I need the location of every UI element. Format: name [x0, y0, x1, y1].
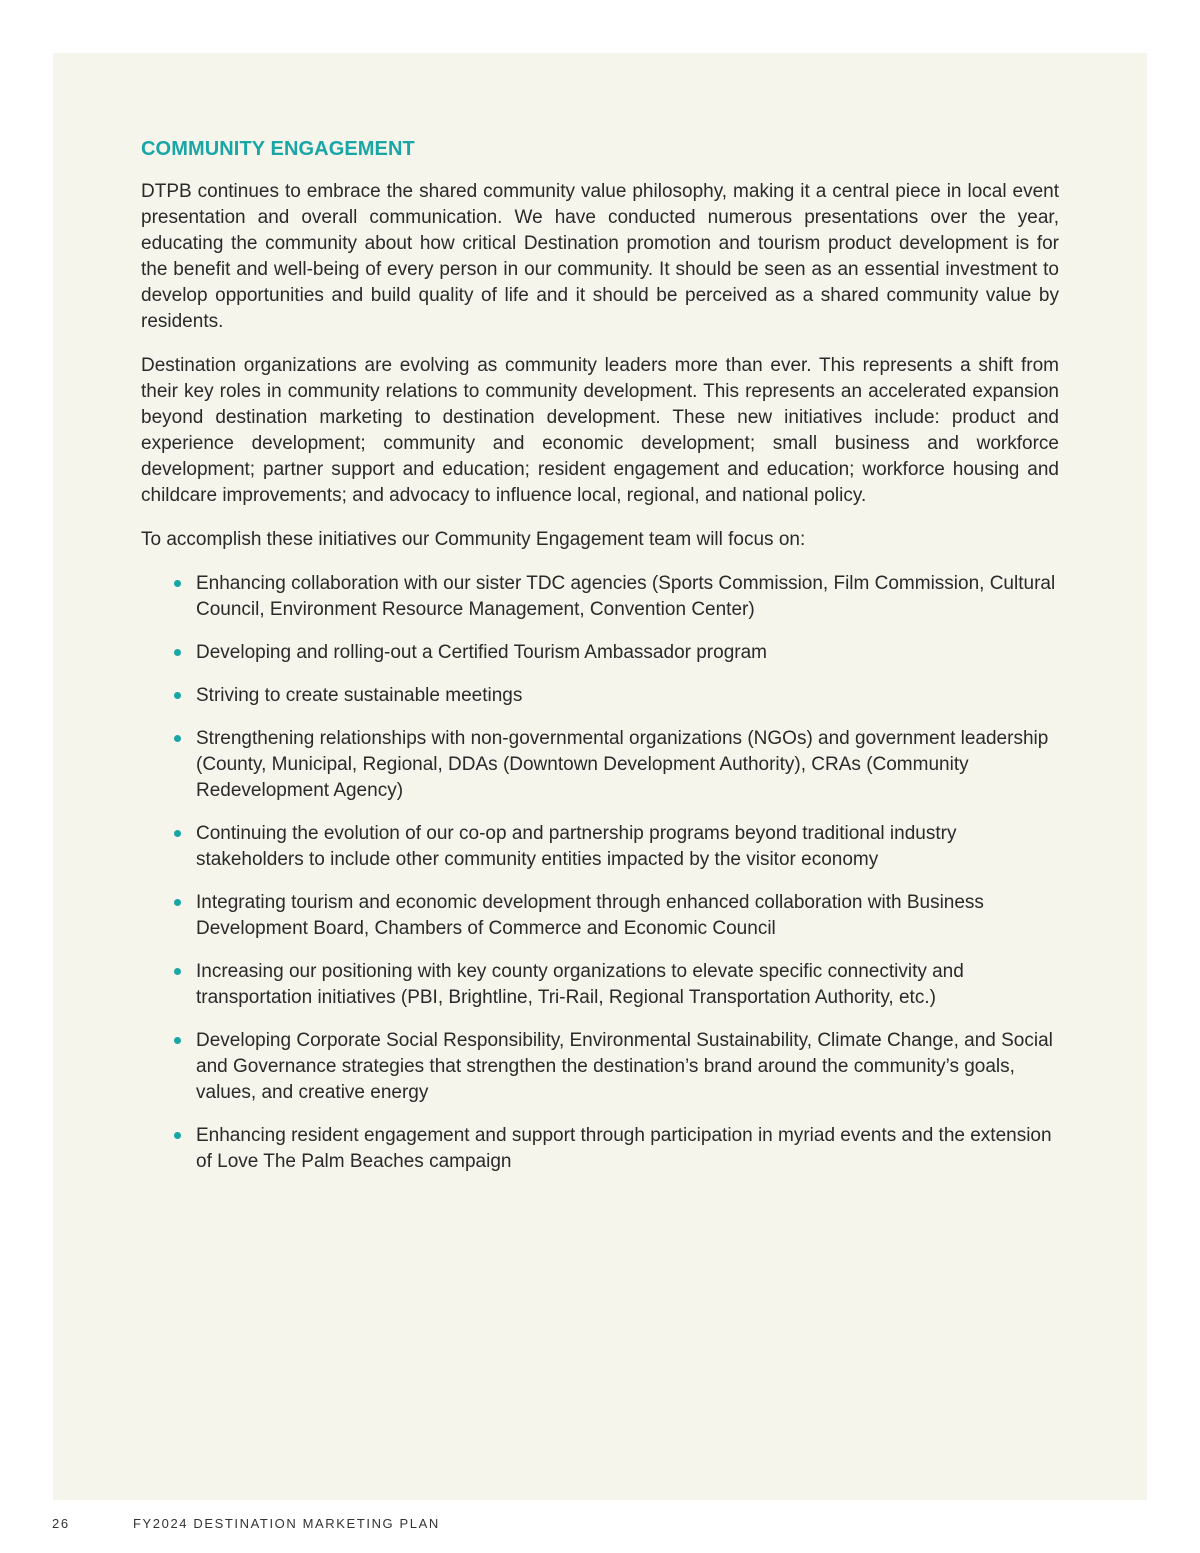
list-item-text: Strengthening relationships with non-governmental organizations (NGOs) and government leadership (County, Municipal, Regional, DDAs (Downtown Development Authority), CRAs (Community Redevelopment Agency) — [196, 728, 1049, 801]
initiatives-intro: To accomplish these initiatives our Community Engagement team will focus on: — [141, 529, 806, 550]
list-item-text: Enhancing resident engagement and support through participation in myriad events and the extension of Love The Palm Beaches campaign — [196, 1125, 1052, 1172]
page-number: 26 — [52, 1516, 70, 1531]
bullet-dot-icon — [174, 735, 181, 742]
paragraph-shared-community-value: DTPB continues to embrace the shared community value philosophy, making it a central piece in local event presentation and overall communication. We have conducted numerous presentations over the year, educating the community about how critical Destination promotion and tourism product development is for the benefit and well-being of every person in our community. It should be seen as an essential investment to develop opportunities and build quality of life and it should be perceived as a shared community value by residents. — [141, 181, 1059, 332]
bullet-dot-icon — [174, 899, 181, 906]
bullet-dot-icon — [174, 649, 181, 656]
page-footer — [0, 1516, 1200, 1536]
list-item-text: Developing Corporate Social Responsibility, Environmental Sustainability, Climate Change, and Social and Governance strategies that strengthen the destination’s brand around the community’s goals, values, and creative energy — [196, 1030, 1053, 1103]
list-item — [141, 640, 1059, 666]
list-item — [141, 726, 1059, 804]
section-heading: COMMUNITY ENGAGEMENT — [141, 138, 415, 160]
list-item-text: Integrating tourism and economic development through enhanced collaboration with Business Development Board, Chambers of Commerce and Economic Council — [196, 892, 984, 939]
list-item-text: Developing and rolling-out a Certified Tourism Ambassador program — [196, 642, 767, 663]
list-item — [141, 821, 1059, 873]
list-item — [141, 571, 1059, 623]
bullet-dot-icon — [174, 968, 181, 975]
bullet-dot-icon — [174, 692, 181, 699]
list-item-text: Striving to create sustainable meetings — [196, 685, 523, 706]
list-item — [141, 1123, 1059, 1175]
document-title: FY2024 DESTINATION MARKETING PLAN — [133, 1516, 440, 1531]
list-item — [141, 1028, 1059, 1106]
bullet-dot-icon — [174, 580, 181, 587]
bullet-dot-icon — [174, 830, 181, 837]
community-engagement-section — [141, 136, 1059, 1192]
list-item-text: Increasing our positioning with key county organizations to elevate specific connectivity and transportation initiatives (PBI, Brightline, Tri-Rail, Regional Transportation Authority, etc.) — [196, 961, 964, 1008]
list-item-text: Continuing the evolution of our co-op and partnership programs beyond traditional industry stakeholders to include other community entities impacted by the visitor economy — [196, 823, 957, 870]
focus-bullet-list — [141, 571, 1059, 1175]
list-item-text: Enhancing collaboration with our sister TDC agencies (Sports Commission, Film Commission, Cultural Council, Environment Resource Management, Convention Center) — [196, 573, 1056, 620]
paragraph-destination-organizations: Destination organizations are evolving as community leaders more than ever. This represents a shift from their key roles in community relations to community development. This represents an accelerated expansion beyond destination marketing to destination development. These new initiatives include: product and experience development; community and economic development; small business and workforce development; partner support and education; resident engagement and education; workforce housing and childcare improvements; and advocacy to influence local, regional, and national policy. — [141, 355, 1059, 506]
list-item — [141, 959, 1059, 1011]
bullet-dot-icon — [174, 1037, 181, 1044]
bullet-dot-icon — [174, 1132, 181, 1139]
list-item — [141, 683, 1059, 709]
list-item — [141, 890, 1059, 942]
